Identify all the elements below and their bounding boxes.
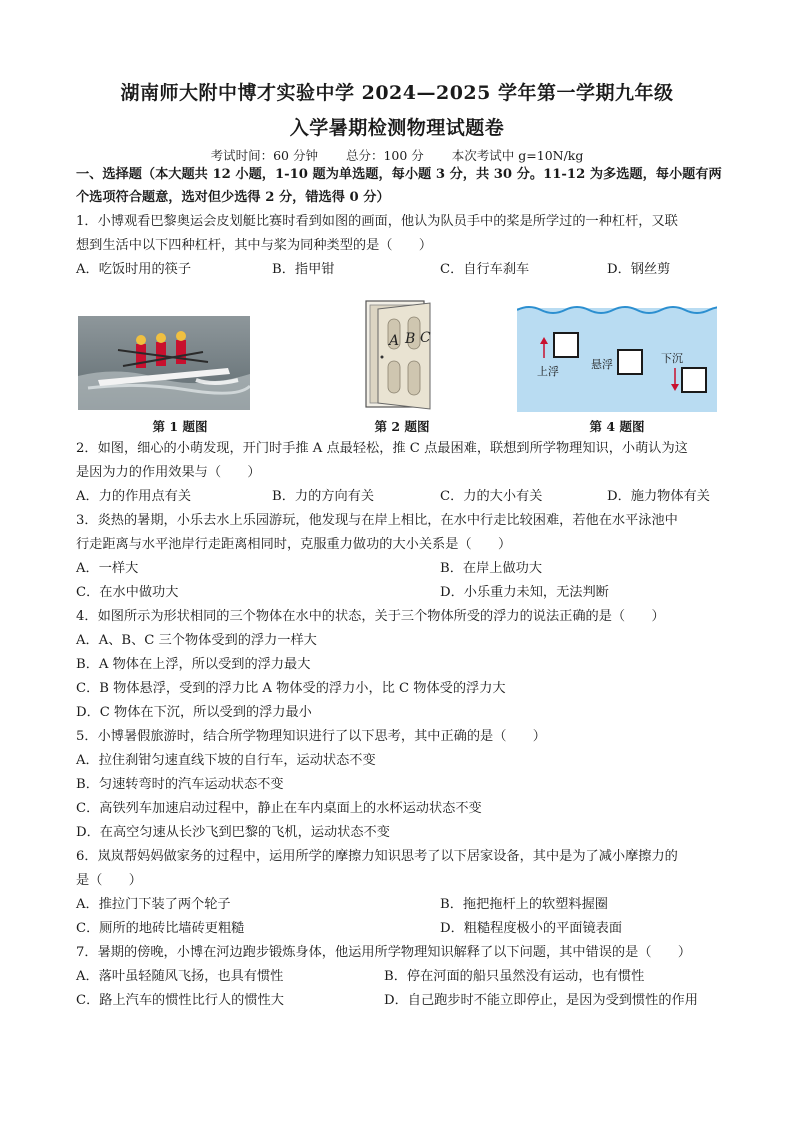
q5-option-b: B．匀速转弯时的汽车运动状态不变 bbox=[76, 777, 284, 792]
q6-stem-line1: 6．岚岚帮妈妈做家务的过程中，运用所学的摩擦力知识思考了以下居家设备，其中是为了减小摩擦力的 bbox=[76, 849, 678, 864]
q1-option-c: C．自行车刹车 bbox=[440, 262, 530, 277]
exam-title-line2: 入学暑期检测物理试题卷 bbox=[289, 117, 505, 139]
rowing-photo bbox=[78, 316, 250, 410]
q3-stem-line2: 行走距离与水平池岸行走距离相同时，克服重力做功的大小关系是（ ） bbox=[76, 537, 512, 552]
q5-stem-line1: 5．小博暑假旅游时，结合所学物理知识进行了以下思考，其中正确的是（ ） bbox=[76, 729, 546, 744]
q3-option-c: C．在水中做功大 bbox=[76, 585, 179, 600]
door-figure bbox=[362, 299, 440, 411]
q7-option-d: D．自己跑步时不能立即停止，是因为受到惯性的作用 bbox=[384, 993, 698, 1008]
q1-stem-line1: 1．小博观看巴黎奥运会皮划艇比赛时看到如图的画面，他认为队员手中的桨是所学过的一种杠杆，又联 bbox=[76, 214, 678, 229]
label-sinking: 下沉 bbox=[661, 352, 683, 365]
q1-option-d: D．钢丝剪 bbox=[607, 262, 671, 277]
q1-option-a: A．吃饭时用的筷子 bbox=[76, 262, 192, 277]
g-note: 本次考试中 g=10N/kg bbox=[451, 148, 584, 163]
q3-option-d: D．小乐重力未知，无法判断 bbox=[440, 585, 609, 600]
q5-option-d: D．在高空匀速从长沙飞到巴黎的飞机，运动状态不变 bbox=[76, 825, 390, 840]
q2-option-c: C．力的大小有关 bbox=[440, 489, 543, 504]
q3-option-a: A．一样大 bbox=[76, 561, 139, 576]
door-label-a: A bbox=[389, 333, 400, 349]
section-heading-line2: 个选项符合题意，选对但少选得 2 分，错选得 0 分） bbox=[76, 190, 390, 205]
q2-option-a: A．力的作用点有关 bbox=[76, 489, 192, 504]
q3-option-b: B．在岸上做功大 bbox=[440, 561, 543, 576]
figure1-caption: 第 1 题图 bbox=[152, 419, 208, 434]
figure2-caption: 第 2 题图 bbox=[374, 419, 430, 434]
door-label-c: C bbox=[420, 330, 431, 346]
q2-option-d: D．施力物体有关 bbox=[607, 489, 710, 504]
q3-stem-line1: 3．炎热的暑期，小乐去水上乐园游玩，他发现与在岸上相比，在水中行走比较困难，若他在水平泳池中 bbox=[76, 513, 678, 528]
exam-time: 考试时间：60 分钟 bbox=[210, 148, 318, 163]
q6-option-b: B．拖把拖杆上的软塑料握圈 bbox=[440, 897, 608, 912]
q7-option-a: A．落叶虽轻随风飞扬，也具有惯性 bbox=[76, 969, 284, 984]
q4-option-b: B．A 物体在上浮，所以受到的浮力最大 bbox=[76, 657, 311, 672]
q7-option-b: B．停在河面的船只虽然没有运动，也有惯性 bbox=[384, 969, 645, 984]
q2-stem-line2: 是因为力的作用效果与（ ） bbox=[76, 465, 261, 480]
exam-title-line1: 湖南师大附中博才实验中学 2024—2025 学年第一学期九年级 bbox=[120, 82, 674, 104]
q5-option-c: C．高铁列车加速启动过程中，静止在车内桌面上的水杯运动状态不变 bbox=[76, 801, 482, 816]
q6-option-a: A．推拉门下装了两个轮子 bbox=[76, 897, 231, 912]
figure4-caption: 第 4 题图 bbox=[589, 419, 645, 434]
q4-option-c: C．B 物体悬浮，受到的浮力比 A 物体受的浮力小，比 C 物体受的浮力大 bbox=[76, 681, 506, 696]
q6-stem-line2: 是（ ） bbox=[76, 873, 142, 888]
section-heading-line1: 一、选择题（本大题共 12 小题，1-10 题为单选题，每小题 3 分，共 30 分。11-12 为多选题，每小题有两 bbox=[76, 167, 722, 182]
q4-option-a: A．A、B、C 三个物体受到的浮力一样大 bbox=[76, 633, 317, 648]
label-floating-up: 上浮 bbox=[537, 365, 559, 378]
exam-info bbox=[0, 146, 794, 164]
label-suspended: 悬浮 bbox=[591, 358, 613, 371]
q4-option-d: D．C 物体在下沉，所以受到的浮力最小 bbox=[76, 705, 312, 720]
total-score: 总分：100 分 bbox=[345, 148, 424, 163]
q2-option-b: B．力的方向有关 bbox=[272, 489, 375, 504]
q7-option-c: C．路上汽车的惯性比行人的惯性大 bbox=[76, 993, 284, 1008]
q1-stem-line2: 想到生活中以下四种杠杆，其中与桨为同种类型的是（ ） bbox=[76, 238, 433, 253]
q2-stem-line1: 2．如图，细心的小萌发现，开门时手推 A 点最轻松，推 C 点最困难，联想到所学物理知识，小萌认为这 bbox=[76, 441, 688, 456]
q7-stem-line1: 7．暑期的傍晚，小博在河边跑步锻炼身体，他运用所学物理知识解释了以下问题，其中错误的是（ ） bbox=[76, 945, 692, 960]
q6-option-d: D．粗糙程度极小的平面镜表面 bbox=[440, 921, 623, 936]
q1-option-b: B．指甲钳 bbox=[272, 262, 335, 277]
q6-option-c: C．厕所的地砖比墙砖更粗糙 bbox=[76, 921, 245, 936]
door-label-b: B bbox=[405, 331, 416, 347]
q4-stem-line1: 4．如图所示为形状相同的三个物体在水中的状态，关于三个物体所受的浮力的说法正确的是（ ） bbox=[76, 609, 665, 624]
buoyancy-figure bbox=[517, 300, 717, 412]
q5-option-a: A．拉住刹钳匀速直线下坡的自行车，运动状态不变 bbox=[76, 753, 376, 768]
